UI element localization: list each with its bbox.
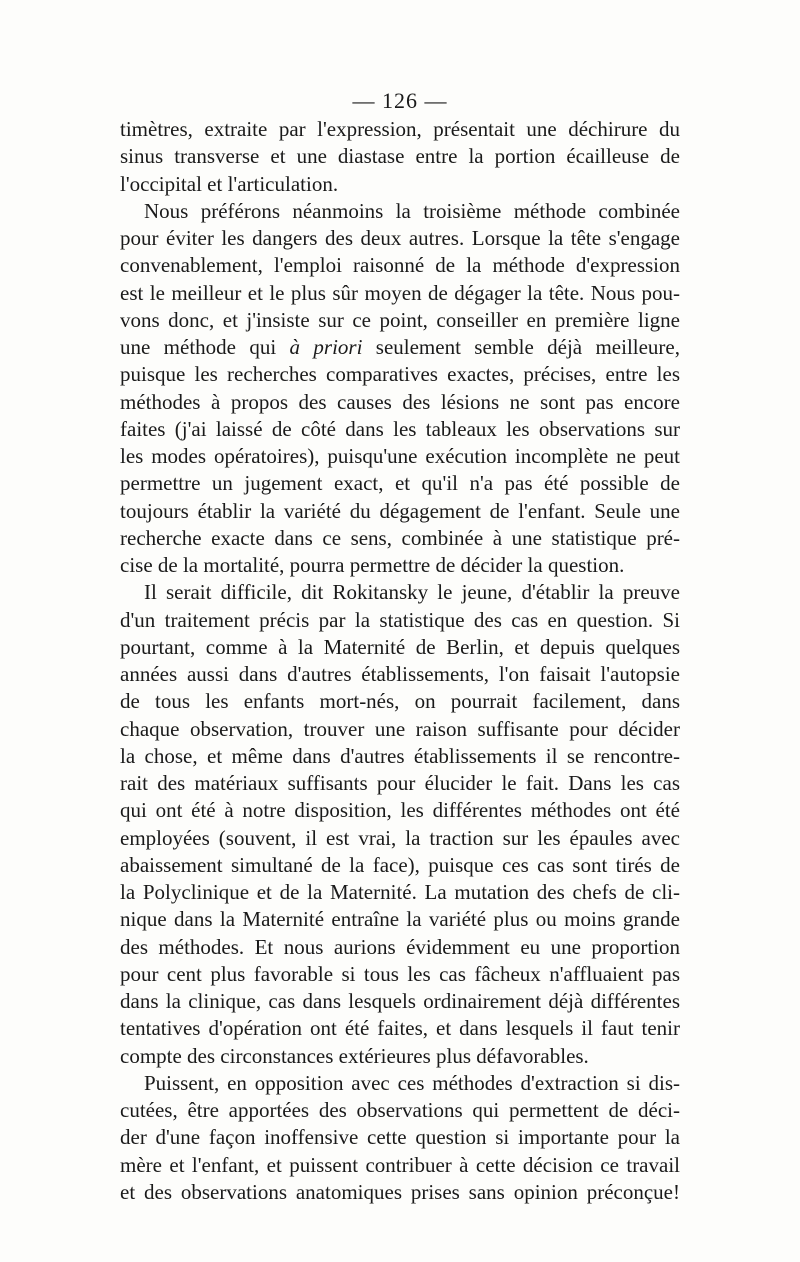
text-line: qui ont été à notre disposition, les différentes méthodes ont été [120,798,680,823]
text-line: de tous les enfants mort-nés, on pourrait facilement, dans [120,689,680,714]
text-line: Il serait difficile, dit Rokitansky le jeune, d'établir la preuve [144,580,680,605]
text-line: rait des matériaux suffisants pour élucider le fait. Dans les cas [120,771,680,795]
text-line: recherche exacte dans ce sens, combinée à une statistique pré- [120,525,680,550]
text-line: timètres, extraite par l'expression, présentait une déchirure du [120,117,680,141]
text-line: Puissent, en opposition avec ces méthodes d'extraction si dis- [144,1070,680,1095]
paragraph-1 [120,116,680,198]
body-text [120,116,680,1206]
text-line: la chose, et même dans d'autres établissements il se rencontre- [120,743,680,768]
text-line: d'un traitement précis par la statistique des cas en question. Si [120,607,680,632]
text-line: dans la clinique, cas dans lesquels ordinairement déjà différentes [120,989,680,1013]
text-fragment: une méthode qui [120,335,290,359]
text-line: Nous préférons néanmoins la troisième méthode combinée [144,198,680,223]
text-line: nique dans la Maternité entraîne la variété plus ou moins grande [120,907,680,932]
text-line: pour éviter les dangers des deux autres. Lorsque la tête s'engage [120,226,680,250]
text-line: méthodes à propos des causes des lésions ne sont pas encore [120,389,680,414]
text-line: compte des circonstances extérieures plus défavorables. [120,1043,589,1068]
text-line: années aussi dans d'autres établissements, l'on faisait l'autopsie [120,662,680,686]
text-line: la Polyclinique et de la Maternité. La mutation des chefs de cli- [120,880,680,904]
text-line-with-italic [120,334,680,361]
text-line: faites (j'ai laissé de côté dans les tableaux les observations sur [120,416,680,441]
text-line: pour cent plus favorable si tous les cas fâcheux n'affluaient pas [120,961,680,986]
text-line: puisque les recherches comparatives exactes, précises, entre les [120,362,680,387]
text-line: chaque observation, trouver une raison suffisante pour décider [120,716,680,741]
text-line: cutées, être apportées des observations qui permettent de déci- [120,1098,680,1122]
text-line: les modes opératoires), puisqu'une exécution incomplète ne peut [120,444,680,468]
text-line: des méthodes. Et nous aurions évidemment eu une proportion [120,934,680,959]
text-line: employées (souvent, il est vrai, la traction sur les épaules avec [120,825,680,850]
text-line: toujours établir la variété du dégagement de l'enfant. Seule une [120,498,680,523]
text-line: pourtant, comme à la Maternité de Berlin, et depuis quelques [120,634,680,659]
text-line: permettre un jugement exact, et qu'il n'a pas été possible de [120,471,680,496]
text-line: convenablement, l'emploi raisonné de la méthode d'expression [120,253,680,278]
italic-phrase: à priori [289,335,363,359]
text-line: abaissement simultané de la face), puisque ces cas sont tirés de [120,852,680,877]
text-line: sinus transverse et une diastase entre la portion écailleuse de [120,144,680,169]
paragraph-3 [120,579,680,1070]
text-line: l'occipital et l'articulation. [120,171,339,196]
text-line: et des observations anatomiques prises sans opinion préconçue! [120,1179,680,1204]
text-line: cise de la mortalité, pourra permettre de décider la question. [120,553,625,577]
text-line: vons donc, et j'insiste sur ce point, conseiller en première ligne [120,307,680,332]
text-line: mère et l'enfant, et puissent contribuer à cette décision ce travail [120,1152,680,1177]
paragraph-4 [120,1070,680,1206]
text-fragment: seulement semble déjà meilleure, [362,335,680,359]
page-number: — 126 — [352,88,448,113]
text-line: tentatives d'opération ont été faites, et dans lesquels il faut tenir [120,1016,680,1041]
text-line: der d'une façon inoffensive cette question si importante pour la [120,1125,680,1150]
text-line: est le meilleur et le plus sûr moyen de dégager la tête. Nous pou- [120,280,680,305]
paragraph-2 [120,198,680,580]
